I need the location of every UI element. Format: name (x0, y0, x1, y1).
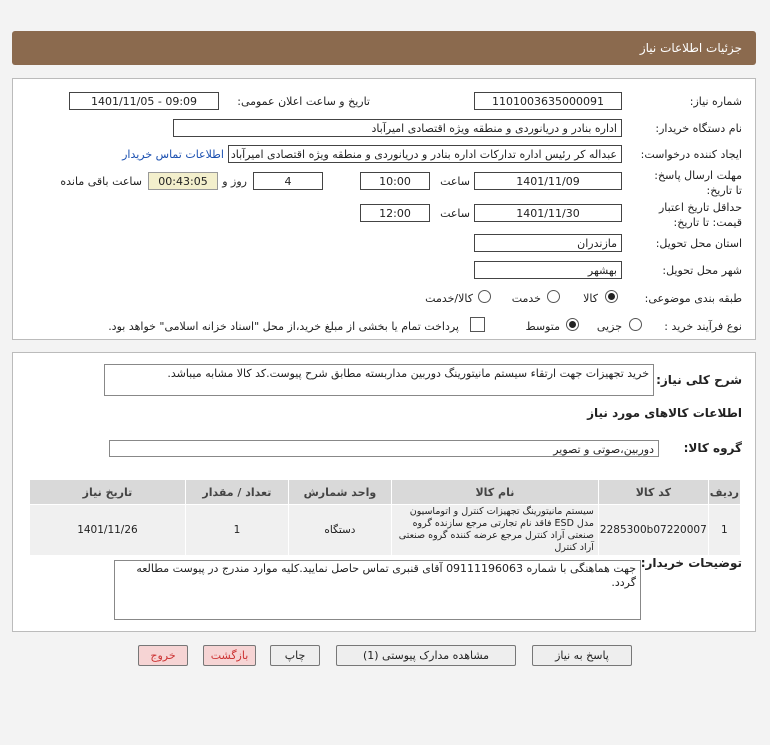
category-radio-service[interactable] (547, 290, 560, 303)
print-button[interactable]: چاپ (270, 645, 320, 666)
province-field: مازندران (474, 234, 622, 252)
col-header-unit: واحد شمارش (288, 480, 391, 505)
need-number-label: شماره نیاز: (689, 95, 742, 108)
cell-index: 1 (708, 505, 740, 556)
remaining-label: ساعت باقی مانده (60, 175, 142, 188)
announce-field: 1401/11/05 - 09:09 (69, 92, 219, 110)
days-field: 4 (253, 172, 323, 190)
summary-field: خرید تجهیزات جهت ارتقاء سیستم مانیتورینگ دوربین مداربسته مطابق شرح پیوست.کد کالا مشابه میباشد. (104, 364, 654, 396)
category-label: طبقه بندی موضوعی: (644, 292, 742, 305)
buyer-contact-link[interactable]: اطلاعات تماس خریدار (122, 148, 224, 161)
reply-time-label: ساعت (440, 175, 470, 188)
cell-unit: دستگاه (288, 505, 391, 556)
goods-table (29, 479, 741, 556)
validity-date-field: 1401/11/30 (474, 204, 622, 222)
cell-date: 1401/11/26 (30, 505, 186, 556)
goods-info-title: اطلاعات کالاهای مورد نیاز (587, 406, 742, 420)
process-radio-minor[interactable] (629, 318, 642, 331)
cell-code: 2285300b07220007 (598, 505, 708, 556)
city-field: بهشهر (474, 261, 622, 279)
exit-button[interactable]: خروج (138, 645, 188, 666)
group-field: دوربین،صوتی و تصویر (109, 440, 659, 457)
validity-time-label: ساعت (440, 207, 470, 220)
cell-name: سیستم مانیتورینگ تجهیزات کنترل و اتوماسیون مدل ESD فاقد نام تجارتی مرجع سازنده گروه صنعتی آراد کنترل مرجع عرضه کننده گروه صنعتی آراد کنترل (391, 505, 598, 556)
col-header-qty: تعداد / مقدار (185, 480, 288, 505)
category-option-service: خدمت (511, 292, 541, 305)
reply-button[interactable]: پاسخ به نیاز (532, 645, 632, 666)
col-header-index: ردیف (708, 480, 740, 505)
creator-label: ایجاد کننده درخواست: (640, 148, 742, 161)
buyer-org-field: اداره بنادر و دریانوردی و منطقه ویژه اقتصادی امیرآباد (173, 119, 622, 137)
process-option-minor: جزیی (596, 320, 622, 333)
reply-deadline-label: مهلت ارسال پاسخ: تا تاریخ: (654, 169, 742, 197)
page-header (12, 31, 756, 65)
reply-time-field: 10:00 (360, 172, 430, 190)
attachments-button[interactable]: مشاهده مدارک پیوستی (1) (336, 645, 516, 666)
province-label: استان محل تحویل: (655, 237, 742, 250)
remaining-time-field: 00:43:05 (148, 172, 218, 190)
city-label: شهر محل تحویل: (662, 264, 742, 277)
announce-label: تاریخ و ساعت اعلان عمومی: (237, 95, 370, 108)
reply-date-field: 1401/11/09 (474, 172, 622, 190)
payment-note: پرداخت تمام یا بخشی از مبلغ خرید،از محل "اسناد خزانه اسلامی" خواهد بود. (108, 320, 459, 333)
buyer-notes-field: جهت هماهنگی با شماره 09111196063 آقای قنبری تماس حاصل نمایید.کلیه موارد مندرج در پیوست مطالعه گردد. (114, 560, 641, 620)
treasury-checkbox[interactable] (470, 317, 485, 332)
category-radio-goods-service[interactable] (478, 290, 491, 303)
col-header-date: تاریخ نیاز (30, 480, 186, 505)
summary-label: شرح کلی نیاز: (656, 373, 742, 387)
col-header-code: کد کالا (598, 480, 708, 505)
buyer-notes-label: توضیحات خریدار: (640, 556, 742, 570)
validity-label: حداقل تاریخ اعتبار قیمت: تا تاریخ: (658, 201, 742, 229)
category-option-goods: کالا (583, 292, 598, 305)
page-title: جزئیات اطلاعات نیاز (639, 41, 742, 55)
col-header-name: نام کالا (391, 480, 598, 505)
category-radio-goods[interactable] (605, 290, 618, 303)
category-option-goods-service: کالا/خدمت (425, 292, 473, 305)
cell-qty: 1 (185, 505, 288, 556)
process-label: نوع فرآیند خرید : (664, 320, 742, 333)
back-button[interactable]: بازگشت (203, 645, 256, 666)
table-row (30, 505, 741, 556)
validity-time-field: 12:00 (360, 204, 430, 222)
days-label: روز و (222, 175, 247, 188)
buyer-org-label: نام دستگاه خریدار: (655, 122, 742, 135)
group-label: گروه کالا: (683, 441, 742, 455)
need-number-field: 1101003635000091 (474, 92, 622, 110)
process-option-medium: متوسط (525, 320, 560, 333)
creator-field: عبداله کر رئیس اداره تدارکات اداره بنادر و دریانوردی و منطقه ویژه اقتصادی امیرآباد (228, 145, 622, 163)
process-radio-medium[interactable] (566, 318, 579, 331)
